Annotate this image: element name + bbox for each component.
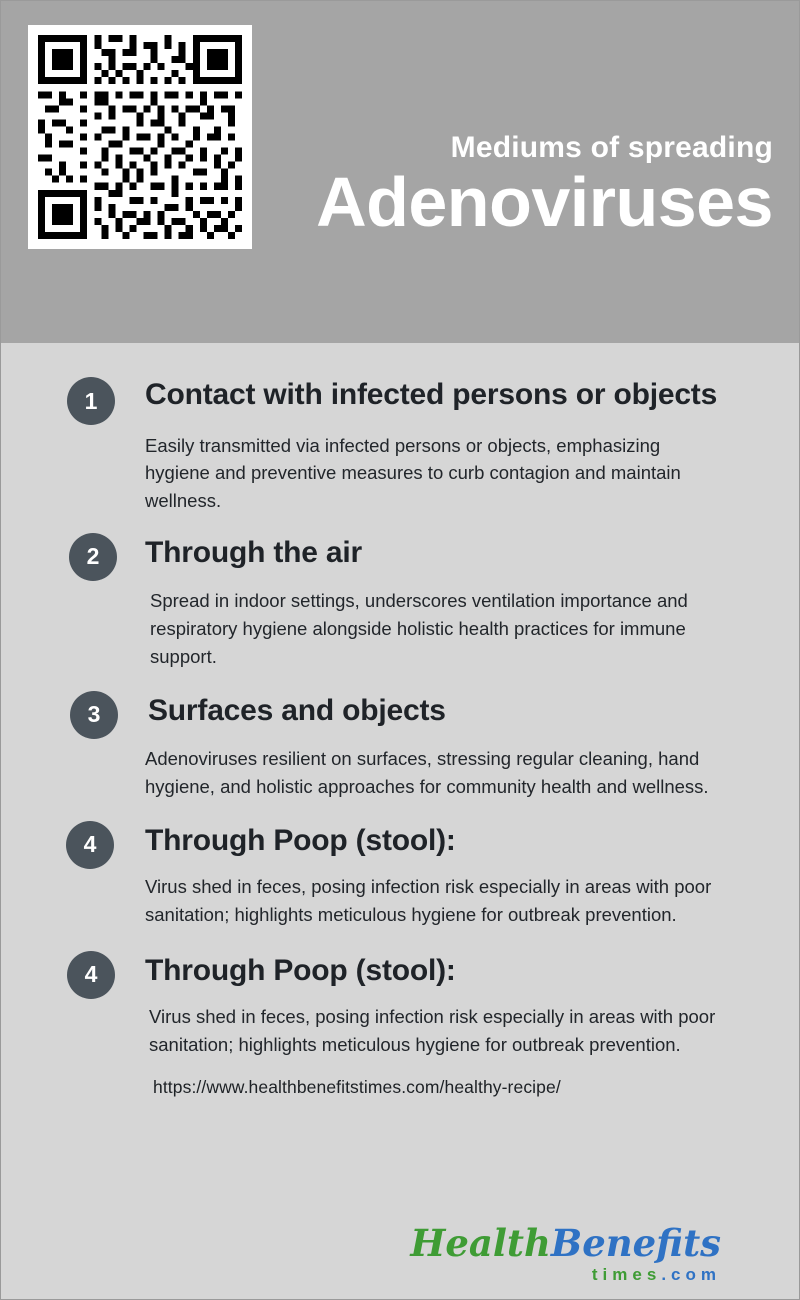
item-title: Through Poop (stool): xyxy=(145,953,456,987)
site-logo[interactable] xyxy=(410,1221,721,1284)
qr-code-graphic xyxy=(38,35,242,239)
page-title: Adenoviruses xyxy=(316,163,773,241)
logo-subtext xyxy=(410,1266,721,1283)
list-item xyxy=(1,375,799,515)
logo-health-text: Health xyxy=(410,1221,551,1265)
list-item xyxy=(1,821,799,929)
source-url[interactable]: https://www.healthbenefitstimes.com/healthy-recipe/ xyxy=(153,1076,561,1097)
poster-header xyxy=(1,1,799,343)
list-item xyxy=(1,951,799,1059)
logo-benefits-text: Benefits xyxy=(550,1221,721,1265)
item-number-badge: 2 xyxy=(69,533,117,581)
item-description: Virus shed in feces, posing infection risk especially in areas with poor sanitation; highlights meticulous hygiene for outbreak prevention. xyxy=(145,876,712,925)
item-number-badge: 3 xyxy=(70,691,118,739)
logo-dotcom-text: .com xyxy=(661,1265,721,1284)
logo-wordmark xyxy=(410,1221,721,1265)
items-list xyxy=(1,343,799,1098)
item-description: Adenoviruses resilient on surfaces, stressing regular cleaning, hand hygiene, and holistic approaches for community health and wellness. xyxy=(145,748,709,797)
logo-times-text: times xyxy=(591,1265,662,1284)
list-item xyxy=(1,691,799,801)
list-item xyxy=(1,533,799,671)
item-number-badge: 1 xyxy=(67,377,115,425)
item-number-badge: 4 xyxy=(66,821,114,869)
item-title: Through the air xyxy=(145,535,362,569)
item-title: Through Poop (stool): xyxy=(145,823,456,857)
header-kicker: Mediums of spreading xyxy=(450,131,773,164)
item-number-badge: 4 xyxy=(67,951,115,999)
item-description: Spread in indoor settings, underscores ventilation importance and respiratory hygiene alongside holistic health practices for immune support. xyxy=(150,590,688,667)
header-text-block xyxy=(213,131,773,240)
item-description: Easily transmitted via infected persons or objects, emphasizing hygiene and preventive measures to curb contagion and maintain wellness. xyxy=(145,434,681,511)
item-title: Contact with infected persons or objects xyxy=(145,378,718,411)
item-title: Surfaces and objects xyxy=(148,693,446,727)
item-description: Virus shed in feces, posing infection risk especially in areas with poor sanitation; highlights meticulous hygiene for outbreak prevention. xyxy=(149,1006,716,1055)
